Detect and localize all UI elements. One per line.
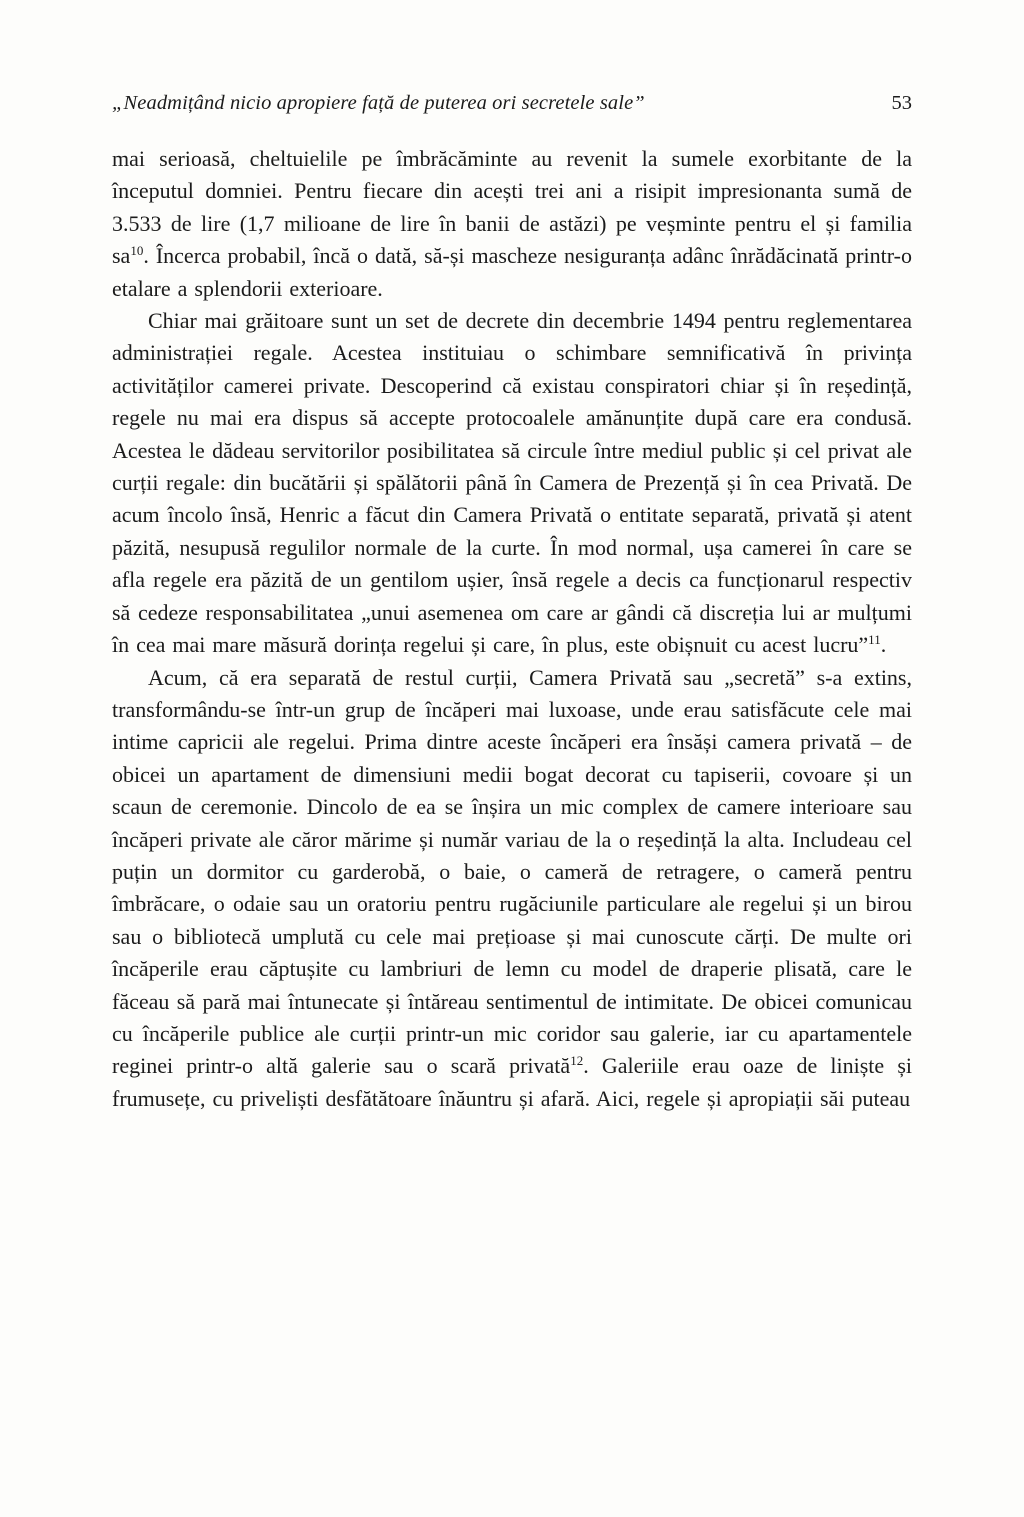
paragraph: Chiar mai grăitoare sunt un set de decrete din decembrie 1494 pentru reglementarea administrației regale. Acestea instituiau o schimbare semnificativă în privința activităților camerei private. Descoperind că existau conspiratori chiar și în reședință, regele nu mai era dispus să accepte protocoalele amănunțite după care era condusă. Acestea le dădeau servitorilor posibilitatea să circule între mediul public și cel privat ale curții regale: din bucătării și spălătorii până în Camera de Prezență și în cea Privată. De acum încolo însă, Henric a făcut din Camera Privată o entitate separată, privată și atent păzită, nesupusă regulilor normale de la curte. În mod normal, ușa camerei în care se afla regele era păzită de un gentilom ușier, însă regele a decis ca funcționarul respectiv să cedeze responsabilitatea „unui asemenea om care ar gândi că discreția lui ar mulțumi în cea mai mare măsură dorința regelui și care, în plus, este obișnuit cu acest lucru”$^{11}$. xyxy=(112,308,912,658)
page-header xyxy=(112,92,912,115)
paragraph: mai serioasă, cheltuielile pe îmbrăcăminte au revenit la sumele exorbitante de la începutul domniei. Pentru fiecare din acești trei ani a risipit impresionanta sumă de 3.533 de lire (1,7 milioane de lire în banii de astăzi) pe veșminte pentru el și familia $sa^{10}$. Încerca probabil, încă o dată, să-și mascheze nesiguranța adânc înrădăcinată printr-o etalare a splendorii exterioare. xyxy=(112,146,912,301)
paragraph: Acum, că era separată de restul curții, Camera Privată sau „secretă” s-a extins, transformându-se într-un grup de încăperi mai luxoase, unde erau satisfăcute cele mai intime capricii ale regelui. Prima dintre aceste încăperi era însăși camera privată – de obicei un apartament de dimensiuni medii bogat decorat cu tapiserii, covoare și un scaun de ceremonie. Dincolo de ea se înșira un mic complex de camere interioare sau încăperi private ale căror mărime și număr variau de la o reședință la alta. Includeau cel puțin un dormitor cu garderobă, o baie, o cameră de retragere, o cameră pentru îmbrăcare, o odaie sau un oratoriu pentru rugăciunile particulare ale regelui și un birou sau o bibliotecă umplută cu cele mai prețioase și mai cunoscute cărți. De multe ori încăperile erau căptușite cu lambriuri de lemn cu model de draperie plisată, care le făceau să pară mai întunecate și întăreau sentimentul de intimitate. De obicei comunicau cu încăperile publice ale curții printr-un mic coridor sau galerie, iar cu apartamentele reginei printr-o altă galerie sau o scară privată$^{12}$. Galeriile erau oaze de liniște și frumusețe, cu priveliști desfătătoare înăuntru și afară. Aici, regele și apropiații săi puteau xyxy=(112,664,912,1111)
footnote-reference: 12 xyxy=(570,1053,584,1069)
footnote-reference: 10 xyxy=(130,243,144,259)
page-number: 53 xyxy=(891,92,912,114)
body-text xyxy=(112,143,912,1115)
running-head-title: „Neadmițând nicio apropiere față de puterea ori secretele sale” xyxy=(112,92,645,114)
footnote-reference: 11 xyxy=(868,632,881,648)
